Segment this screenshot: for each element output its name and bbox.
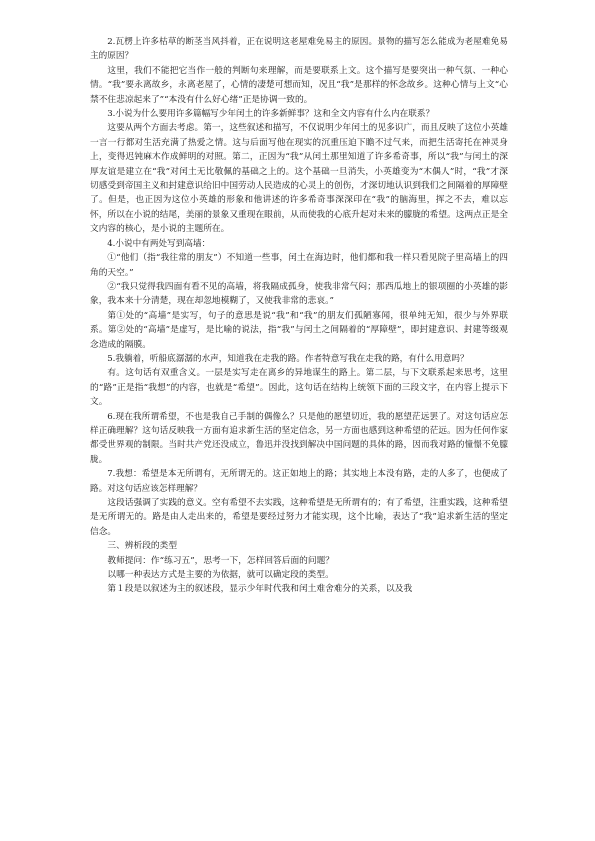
section-heading: 三、辨析段的类型 (107, 541, 178, 552)
question-3: 3.小说为什么要用许多篇幅写少年闰土的许多新鲜事？这和全文内容有什么内在联系？ (107, 109, 435, 120)
question-5: 5.我躺着，听船底潺潺的水声，知道我在走我的路。作者特意写我在走我的路，有什么用意吗？ (107, 353, 469, 364)
answer-7: 这段话强调了实践的意义。空有希望不去实践，这种希望是无所谓有的；有了希望，注重实践，这种希望是无所谓无的。路是由人走出来的，希望是要经过努力才能实现，这个比喻，表达了“我”追求新生活的坚定信念。 (90, 498, 508, 537)
question-7: 7.我想：希望是本无所谓有，无所谓无的。这正如地上的路；其实地上本没有路，走的人多了，也便成了路。对这句话应该怎样理解？ (90, 469, 508, 494)
question-4: 4.小说中有两处写到高墙： (107, 238, 211, 249)
document-page (90, 35, 508, 597)
question-2: 2.瓦楞上许多枯草的断茎当风抖着，正在说明这老屋难免易主的原因。景物的描写怎么能成为老屋难免易主的原因？ (90, 37, 508, 62)
answer-4: 第①处的“高墙”是实写，句子的意思是说“我”和“我”的朋友们孤陋寡闻，很单纯无知，很少与外界联系。第②处的“高墙”是虚写，是比喻的说法，指“我”与闰土之间隔着的“厚障壁”，即封建意识、封建等级观念造成的隔膜。 (90, 310, 508, 350)
question-6: 6.现在我所谓希望，不也是我自己手制的偶像么？只是他的愿望切近，我的愿望茫远罢了。对这句话应怎样正确理解？这句话反映我一方面有追求新生活的坚定信念，另一方面也感到这种希望的茫远。因为任何作家都受世界观的制限。当时共产党还没成立，鲁迅并没找到解决中国问题的具体的路，因而我对路的憧憬不免朦胧。 (90, 411, 508, 465)
answer-2: 这里，我们不能把它当作一般的判断句来理解，而是要联系上文。这个描写是要突出一种气氛、一种心情。“我”要永离故乡，永离老屋了，心情的凄楚可想而知，况且“我”是那样的怀念故乡。这种心情与上文“心禁不住悲凉起来了”“本没有什么好心绪”正是协调一致的。 (90, 65, 508, 105)
teacher-question: 教师提问：作“练习五”，思考一下，怎样回答后面的问题？ (107, 555, 335, 566)
quote-2: ②“我只觉得我四面有看不见的高墙，将我隔成孤身，使我非常气闷；那西瓜地上的银项圈的小英雄的影象，我本来十分清楚，现在却忽地模糊了，又使我非常的悲哀。” (90, 281, 508, 307)
answer-3: 这要从两个方面去考虑。第一，这些叙述和描写，不仅说明少年闰土的见多识广，而且反映了这位小英雄一言一行都对生活充满了热爱之情。这与后面写他在现实的沉重压迫下瞻不过气来，而把生活寄托在神灵身上，变得迟钝麻木作成鲜明的对照。第二，正因为“我”从闰土那里知道了许多希奇事，所以“我”与闰土的深厚友谊是建立在“我”对闰土无比敬佩的基础之上的。这个基础一旦消失，小英雄变为“木偶人”时，“我”才深切感受到帝国主义和封建意识给旧中国劳动人民造成的心灵上的创伤，才深切地认识到我们之间隔着的厚障壁了。但是，也正因为这位小英雄的形象和他讲述的许多希奇事深深印在“我”的脑海里，挥之不去，难以忘怀，所以在小说的结尾，美丽的景象又重现在眼前，从而使我的心底升起对未来的朦胧的希望。这两点正是全文内容的核心，是小说的主题所在。 (90, 123, 508, 235)
quote-1: ①“他们（指“我往常的朋友”）不知道一些事，闰土在海边时，他们都和我一样只看见院子里高墙上的四角的天空。” (90, 253, 508, 278)
criterion: 以哪一种表达方式是主要的为依据，就可以确定段的类型。 (107, 570, 334, 581)
paragraph-1-analysis: 第１段是以叙述为主的叙述段，显示少年时代我和闰土难舍难分的关系，以及我 (107, 584, 413, 595)
answer-5: 有。这句话有双重含义。一层是实写走在离乡的异地谋生的路上。第二层，与下文联系起来思考，这里的“路”正是指“我想”的内容，也就是“希望”。因此，这句话在结构上统领下面的三段文字，在内容上提示下文。 (90, 368, 508, 408)
